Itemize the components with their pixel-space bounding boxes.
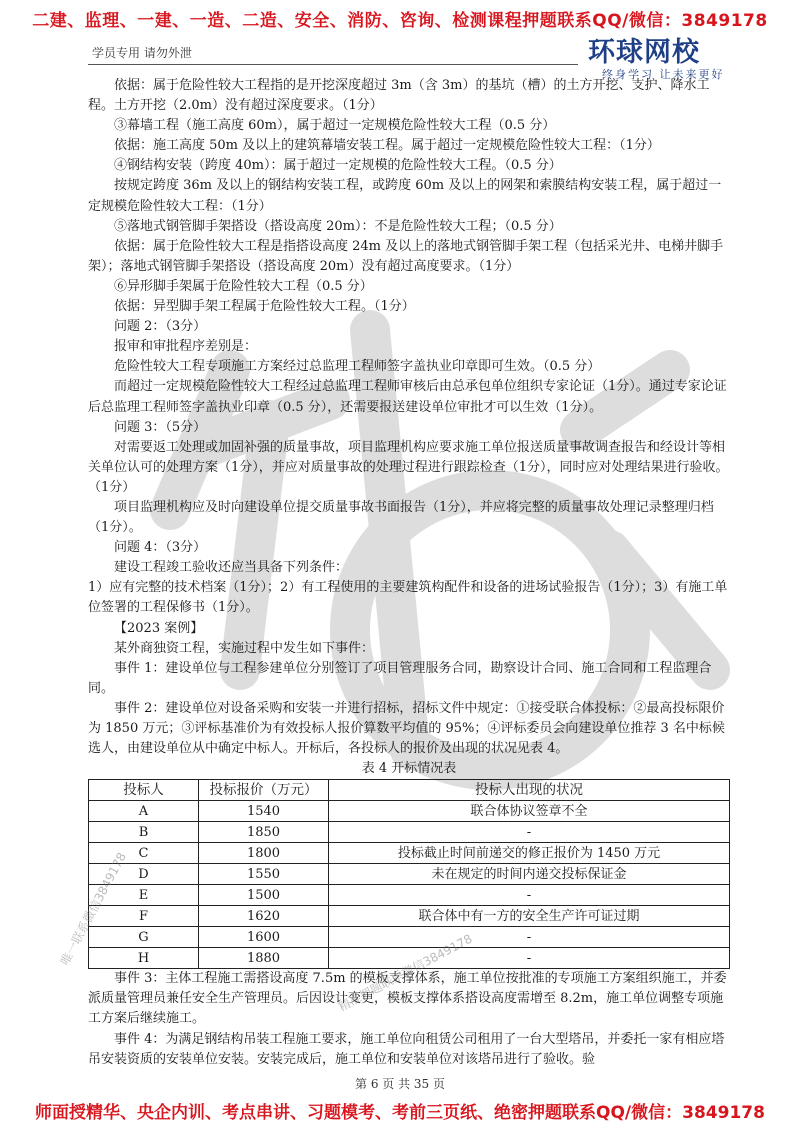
table-cell: - [329, 927, 730, 948]
table-cell: A [89, 801, 199, 822]
table-row [89, 801, 730, 822]
table-cell: 1620 [199, 906, 329, 927]
table-row [89, 927, 730, 948]
paragraph: 而超过一定规模危险性较大工程经过总监理工程师审核后由总承包单位组织专家论证（1分）。通过专家论证后总监理工程师签字盖执业印章（0.5 分），还需要报送建设单位审批才可以生效（1分）。 [88, 379, 727, 415]
table-cell: G [89, 927, 199, 948]
table-cell: D [89, 864, 199, 885]
table-cell: 1600 [199, 927, 329, 948]
paragraph: 事件 1：建设单位与工程参建单位分别签订了项目管理服务合同，勘察设计合同、施工合同和工程监理合同。 [88, 660, 712, 696]
table-header-cell: 投标报价（万元） [199, 780, 329, 801]
question-heading: 问题 3：（5分） [114, 419, 207, 435]
paragraph: 1）应有完整的技术档案（1分）；2）有工程使用的主要建筑构配件和设备的进场试验报告（1分）；3）有施工单位签署的工程保修书（1分）。 [88, 580, 728, 616]
table-cell: C [89, 843, 199, 864]
table-cell: 未在规定的时间内递交投标保证金 [329, 864, 730, 885]
paragraph: 依据：属于危险性较大工程指的是开挖深度超过 3m（含 3m）的基坑（槽）的土方开挖、支护、降水工程。土方开挖（2.0m）没有超过深度要求。（1分） [88, 78, 710, 114]
paragraph: 事件 4：为满足钢结构吊装工程施工要求，施工单位向租赁公司租用了一台大型塔吊，并委托一家有相应塔吊安装资质的安装单位安装。安装完成后，施工单位和安装单位对该塔吊进行了验收。验 [88, 1031, 725, 1067]
table-caption: 表 4 开标情况表 [361, 761, 457, 777]
case-heading: 【2023 案例】 [114, 620, 204, 636]
paragraph: ③幕墙工程（施工高度 60m），属于超过一定规模危险性较大工程（0.5 分） [114, 118, 556, 134]
table-cell: - [329, 885, 730, 906]
paragraph: 项目监理机构应及时向建设单位提交质量事故书面报告（1分），并应将完整的质量事故处理记录整理归档（1分）。 [88, 499, 714, 536]
table-cell: H [89, 948, 199, 969]
table-header-cell: 投标人出现的状况 [329, 780, 730, 801]
table-row [89, 843, 730, 864]
table-cell: 1500 [199, 885, 329, 906]
table-row [89, 864, 730, 885]
question-heading: 问题 2：（3分） [114, 319, 207, 335]
paragraph: 按规定跨度 36m 及以上的钢结构安装工程，或跨度 60m 及以上的网架和索膜结构安装工程，属于超过一定规模危险性较大工程：（1分） [88, 178, 722, 214]
paragraph: ⑤落地式钢管脚手架搭设（搭设高度 20m）：不是危险性较大工程；（0.5 分） [114, 218, 562, 234]
bottom-banner: 师面授精华、央企内训、考点串讲、习题模考、考前三页纸、绝密押题联系QQ/微信：3849178 [35, 1103, 765, 1123]
table-row [89, 885, 730, 906]
table-cell: 1540 [199, 801, 329, 822]
table-cell: - [329, 948, 730, 969]
table-cell: 联合体协议签章不全 [329, 801, 730, 822]
bid-table [88, 779, 730, 969]
table-cell: 投标截止时间前递交的修正报价为 1450 万元 [329, 843, 730, 864]
header-left-text: 学员专用 请勿外泄 [92, 46, 192, 60]
table-cell: 1880 [199, 948, 329, 969]
table-cell: F [89, 906, 199, 927]
table-row [89, 906, 730, 927]
table-row [89, 822, 730, 843]
table-cell: 1800 [199, 843, 329, 864]
paragraph: ⑥异形脚手架属于危险性较大工程（0.5 分） [114, 278, 373, 294]
paragraph: 事件 2：建设单位对设备采购和安装一并进行招标，招标文件中规定：①接受联合体投标：②最高投标限价为 1850 万元；③评标基准价为有效投标人报价算数平均值的 95%；④评标委员会向建设单位推荐 3 名中标候选人，由建设单位从中确定中标人。开标后，各投标人的报价及出现的状况见表 4。 [88, 700, 725, 757]
document-body [88, 76, 730, 1070]
paragraph: ④钢结构安装（跨度 40m）：属于超过一定规模的危险性较大工程。（0.5 分） [114, 158, 562, 174]
table-cell: - [329, 822, 730, 843]
table-cell: B [89, 822, 199, 843]
table-header-cell: 投标人 [89, 780, 199, 801]
paragraph: 对需要返工处理或加固补强的质量事故，项目监理机构应要求施工单位报送质量事故调查报告和经设计等相关单位认可的处理方案（1分），并应对质量事故的处理过程进行跟踪检查（1分），同时应对处理结果进行验收。（1分） [88, 439, 729, 495]
paragraph: 危险性较大工程专项施工方案经过总监理工程师签字盖执业印章即可生效。（0.5 分） [114, 359, 601, 375]
paragraph: 建设工程竣工验收还应当具备下列条件： [114, 560, 349, 576]
contact-stamp: 唯一联系微信3849178 [57, 850, 130, 968]
top-banner: 二建、监理、一建、一造、二造、安全、消防、咨询、检测课程押题联系QQ/微信：3849178 [32, 11, 768, 31]
logo-slogan: 终身学习 让未来更好 [602, 68, 725, 81]
table-header-row [89, 780, 730, 801]
table-cell: 1850 [199, 822, 329, 843]
contact-stamp: 精准押题联系微信3849178 [335, 931, 475, 1015]
paragraph: 事件 3：主体工程施工需搭设高度 7.5m 的模板支撑体系，施工单位按批准的专项施工方案组织施工，并委派质量管理员兼任安全生产管理员。后因设计变更，模板支撑体系搭设高度需增至 8.2m，施工单位调整专项施工方案后继续施工。 [88, 971, 727, 1027]
table-cell: 联合体中有一方的安全生产许可证过期 [329, 906, 730, 927]
paragraph: 依据：异型脚手架工程属于危险性较大工程。（1分） [114, 299, 415, 315]
table-cell: 1550 [199, 864, 329, 885]
table-cell: E [89, 885, 199, 906]
page-number: 第 6 页 共 35 页 [355, 1077, 445, 1091]
header-divider [88, 64, 578, 65]
paragraph: 某外商独资工程，实施过程中发生如下事件： [114, 640, 375, 656]
paragraph: 报审和审批程序差别是： [114, 339, 258, 355]
logo [588, 30, 738, 80]
logo-main-text: 环球网校 [588, 37, 700, 68]
question-heading: 问题 4：（3分） [114, 540, 207, 556]
paragraph: 依据：施工高度 50m 及以上的建筑幕墙安装工程。属于超过一定规模危险性较大工程：（1分） [114, 138, 660, 154]
paragraph: 依据：属于危险性较大工程是指搭设高度 24m 及以上的落地式钢管脚手架工程（包括采光井、电梯井脚手架）；落地式钢管脚手架搭设（搭设高度 20m）没有超过高度要求。（1分） [88, 238, 724, 274]
